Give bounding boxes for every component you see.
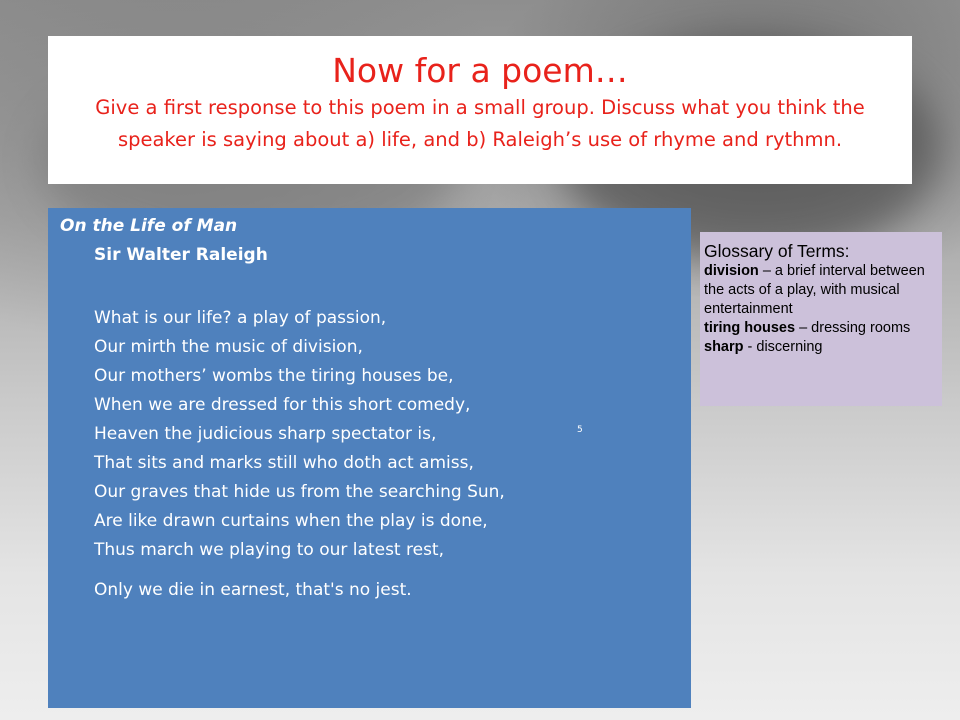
slide-title: Now for a poem… bbox=[332, 51, 628, 90]
poem-line: Thus march we playing to our latest rest, bbox=[94, 540, 444, 560]
glossary-entries bbox=[704, 262, 936, 357]
glossary-separator: - bbox=[743, 339, 757, 355]
glossary-entry bbox=[704, 338, 936, 357]
glossary-definition: a brief interval between the acts of a play, with musical entertainment bbox=[704, 263, 925, 317]
poem-final-line: Only we die in earnest, that's no jest. bbox=[94, 580, 412, 600]
poem-line: What is our life? a play of passion, bbox=[94, 308, 387, 328]
glossary-separator: – bbox=[758, 263, 775, 279]
glossary-definition: dressing rooms bbox=[811, 320, 911, 336]
glossary-term: sharp bbox=[704, 339, 744, 355]
glossary-term: division bbox=[704, 263, 759, 279]
poem-line: Our graves that hide us from the searching Sun, bbox=[94, 482, 505, 502]
poem-line: When we are dressed for this short comedy, bbox=[94, 395, 471, 415]
poem-line: Heaven the judicious sharp spectator is, bbox=[94, 424, 437, 444]
poem-line: That sits and marks still who doth act amiss, bbox=[94, 453, 474, 473]
slide-subtitle: Give a first response to this poem in a small group. Discuss what you think the speaker is saying about a) life, and b) Raleigh’s use of rhyme and rythmn. bbox=[95, 96, 865, 151]
poem-title: On the Life of Man bbox=[60, 216, 238, 236]
glossary-box bbox=[700, 232, 942, 406]
glossary-entry bbox=[704, 262, 936, 319]
glossary-definition: discerning bbox=[756, 339, 823, 355]
glossary-term: tiring houses bbox=[704, 320, 796, 336]
poem-line: Our mirth the music of division, bbox=[94, 337, 363, 357]
poem-box bbox=[48, 208, 691, 708]
poem-line: Are like drawn curtains when the play is done, bbox=[94, 511, 488, 531]
line-number-marker: 5 bbox=[577, 425, 583, 435]
poem-lines bbox=[94, 304, 505, 565]
poem-line: Our mothers’ wombs the tiring houses be, bbox=[94, 366, 454, 386]
glossary-separator: – bbox=[795, 320, 812, 336]
title-box bbox=[48, 36, 912, 184]
glossary-entry bbox=[704, 319, 936, 338]
glossary-heading: Glossary of Terms: bbox=[704, 241, 850, 261]
poem-author: Sir Walter Raleigh bbox=[94, 245, 268, 265]
